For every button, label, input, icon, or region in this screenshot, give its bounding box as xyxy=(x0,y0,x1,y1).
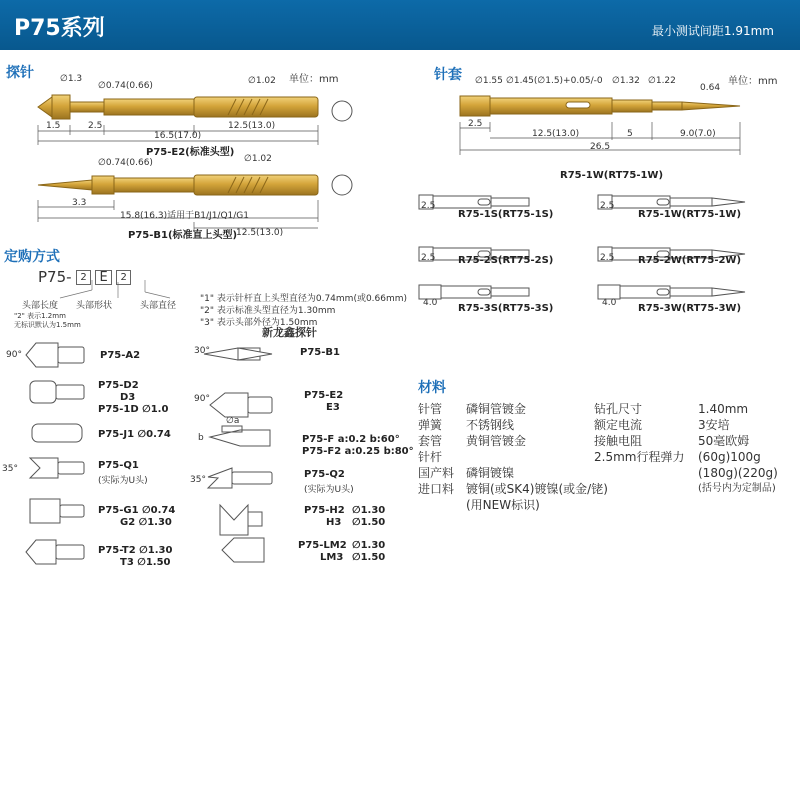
e2-l3: 12.5(13.0) xyxy=(228,121,276,131)
material-row: 针管 磷铜管镀金 xyxy=(418,402,527,416)
probe-b1-drawing xyxy=(38,175,318,195)
socket-v3-name: R75-2W(RT75-2W) xyxy=(638,255,742,266)
b1-l3: 12.5(13.0) xyxy=(236,228,284,238)
probe-unit: 单位：mm xyxy=(289,74,339,85)
hr3-l2: (实际为U头) xyxy=(304,485,354,495)
b1-name: P75-B1(标准直上头型) xyxy=(128,230,238,241)
specs-table xyxy=(594,401,778,497)
hr2-angle: ∅a xyxy=(226,416,240,426)
hr2-l2: P75-F2 a:0.25 b:80° xyxy=(302,446,414,457)
spec-row: (180g)(220g) xyxy=(698,466,778,480)
hl3-l2: (实际为U头) xyxy=(98,476,148,486)
heads-left-drawing xyxy=(26,343,84,564)
e2-d3: ∅1.02 xyxy=(248,76,276,86)
e2-l2: 2.5 xyxy=(88,121,103,131)
label-head-shape: 头部形状 xyxy=(76,301,113,311)
e2-d1: ∅1.3 xyxy=(60,74,83,84)
hr3-angle: 35° xyxy=(190,475,206,485)
socket-main-drawing xyxy=(460,96,740,116)
section-socket: 针套 xyxy=(434,67,462,83)
hl5-l1: P75-T2 ∅1.30 xyxy=(98,545,173,556)
hr4-l2: H3 xyxy=(326,517,342,528)
socket-l5: 26.5 xyxy=(590,142,611,152)
socket-v2-dim: 2.5 xyxy=(421,253,436,263)
hr1-l2: E3 xyxy=(326,402,340,413)
material-row: 进口料 镀铜(或SK4)镀镍(或金/铑) xyxy=(418,482,608,496)
label-head-length: 头部长度 xyxy=(22,301,59,311)
note-length-2: 无标识默认为1.5mm xyxy=(14,321,81,329)
note-diameter-2: "2" 表示标准头型直径为1.30mm xyxy=(200,306,336,316)
socket-v2-name: R75-2S(RT75-2S) xyxy=(458,255,554,266)
heads-right-drawing xyxy=(204,348,272,562)
material-row: 弹簧 不锈钢线 xyxy=(418,418,515,432)
socket-d4: ∅1.22 xyxy=(648,76,676,86)
e2-name: P75-E2(标准头型) xyxy=(146,147,235,158)
material-row: (用NEW标识) xyxy=(466,498,540,512)
hr5-v1: ∅1.30 xyxy=(352,540,386,551)
label-head-diameter: 头部直径 xyxy=(140,301,177,311)
section-order: 定购方式 xyxy=(4,249,60,265)
socket-v1-name: R75-1W(RT75-1W) xyxy=(638,209,742,220)
spec-row: 额定电流 3安培 xyxy=(594,418,730,432)
hl4-l2: G2 ∅1.30 xyxy=(120,517,172,528)
hl1-l1: P75-D2 xyxy=(98,380,139,391)
hl0-angle: 90° xyxy=(6,350,22,360)
socket-l1: 2.5 xyxy=(468,119,483,129)
material-row: 套管 黄铜管镀金 xyxy=(418,434,527,448)
socket-main-name: R75-1W(RT75-1W) xyxy=(560,170,664,181)
socket-v5-name: R75-3W(RT75-3W) xyxy=(638,303,742,314)
hl3-angle: 35° xyxy=(2,464,18,474)
spec-row: 接触电阻 50毫欧姆 xyxy=(594,434,750,448)
hl0-l1: P75-A2 xyxy=(100,350,141,361)
hl4-l1: P75-G1 ∅0.74 xyxy=(98,505,176,516)
order-box-length: 2 xyxy=(76,270,90,285)
note-length-1: "2" 表示1.2mm xyxy=(14,312,66,320)
material-row: 国产料 磷铜镀镍 xyxy=(418,466,515,480)
socket-v4-name: R75-3S(RT75-3S) xyxy=(458,303,554,314)
socket-d5: 0.64 xyxy=(700,83,721,93)
hr0-l1: P75-B1 xyxy=(300,347,340,358)
socket-v5-dim: 4.0 xyxy=(602,298,617,308)
page-title: P75系列 xyxy=(14,16,105,41)
socket-v0-dim: 2.5 xyxy=(421,201,436,211)
socket-v4-dim: 4.0 xyxy=(423,298,438,308)
hl5-l2: T3 ∅1.50 xyxy=(120,557,171,568)
order-prefix: P75- xyxy=(38,268,72,286)
hr4-l1: P75-H2 xyxy=(304,505,345,516)
hl2-l1: P75-J1 ∅0.74 xyxy=(98,429,171,440)
e2-d2: ∅0.74(0.66) xyxy=(98,81,153,91)
page-subtitle: 最小测试间距1.91mm xyxy=(651,24,774,38)
hr0-angle: 30° xyxy=(194,346,210,356)
socket-d1: ∅1.55 xyxy=(475,76,503,86)
b1-d3: ∅1.02 xyxy=(244,154,272,164)
order-code xyxy=(38,268,131,286)
socket-v3-dim: 2.5 xyxy=(600,253,615,263)
watermark-brand: 新龙鑫探针 xyxy=(262,326,317,339)
e2-l4: 16.5(17.0) xyxy=(154,131,202,141)
hl1-l2: D3 xyxy=(120,392,136,403)
b1-d2: ∅0.74(0.66) xyxy=(98,158,153,168)
socket-unit: 单位：mm xyxy=(728,76,778,87)
socket-d3: ∅1.32 xyxy=(612,76,640,86)
section-materials: 材料 xyxy=(418,380,446,396)
hr5-l1: P75-LM2 xyxy=(298,540,347,551)
b1-l4: 15.8(16.3)适用于B1/J1/Q1/G1 xyxy=(120,211,249,221)
order-box-shape: E xyxy=(95,270,111,285)
hr5-l2: LM3 xyxy=(320,552,344,563)
spec-row: 2.5mm行程弹力 (60g)100g xyxy=(594,450,761,464)
hl1-l3: P75-1D ∅1.0 xyxy=(98,404,169,415)
socket-l2: 12.5(13.0) xyxy=(532,129,580,139)
socket-v0-name: R75-1S(RT75-1S) xyxy=(458,209,554,220)
note-diameter-3: "3" 表示头部外径为1.50mm xyxy=(200,318,318,328)
socket-d2: ∅1.45(∅1.5)+0.05/-0 xyxy=(506,76,603,86)
b1-l1: 3.3 xyxy=(72,198,87,208)
hr5-v2: ∅1.50 xyxy=(352,552,386,563)
note-diameter-1: "1" 表示针杆直上头型直径为0.74mm(或0.66mm) xyxy=(200,294,408,304)
socket-v1-dim: 2.5 xyxy=(600,201,615,211)
hr1-angle: 90° xyxy=(194,394,210,404)
section-probe: 探针 xyxy=(6,65,34,81)
spec-row: (括号内为定制品) xyxy=(698,483,776,494)
hl3-l1: P75-Q1 xyxy=(98,460,139,471)
hr3-l1: P75-Q2 xyxy=(304,469,345,480)
hr2-l1: P75-F a:0.2 b:60° xyxy=(302,434,400,445)
hr4-v1: ∅1.30 xyxy=(352,505,386,516)
spec-row: 钻孔尺寸 1.40mm xyxy=(594,402,749,416)
order-box-diameter: 2 xyxy=(116,270,130,285)
e2-l1: 1.5 xyxy=(46,121,61,131)
material-row: 针杆 xyxy=(418,450,443,464)
hr2-bl: b xyxy=(198,433,204,443)
probe-e2-drawing xyxy=(38,95,318,119)
hr4-v2: ∅1.50 xyxy=(352,517,386,528)
socket-l4: 9.0(7.0) xyxy=(680,129,716,139)
socket-l3: 5 xyxy=(627,129,633,139)
materials-table xyxy=(418,401,608,513)
hr1-l1: P75-E2 xyxy=(304,390,344,401)
